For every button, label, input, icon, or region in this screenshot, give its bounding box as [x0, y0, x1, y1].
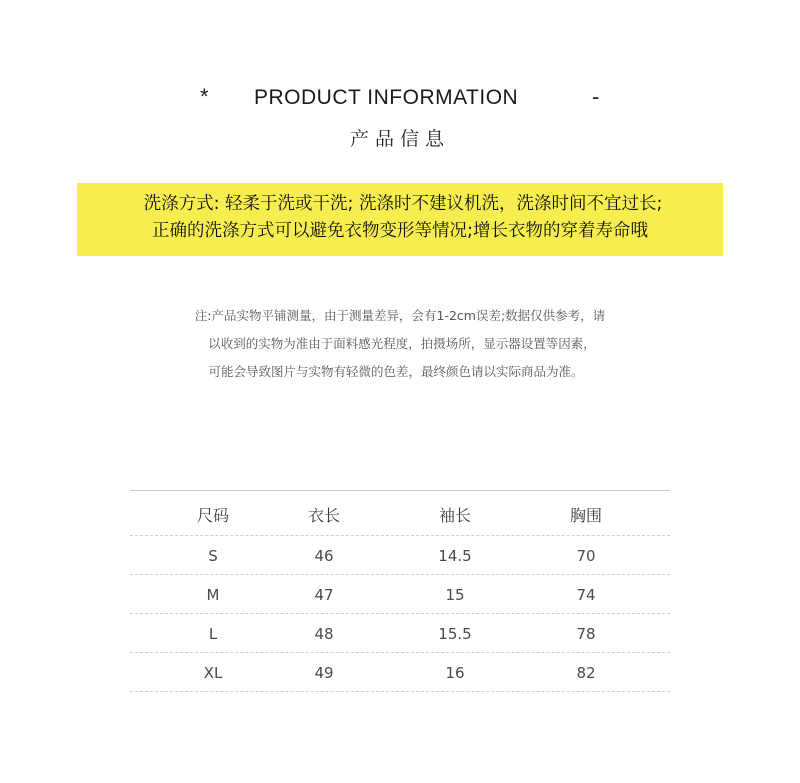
- cell-sleeve: 16: [445, 664, 465, 682]
- note-line-2: 以收到的实物为准由于面料感光程度，拍摄场所，显示器设置等因素，: [208, 336, 596, 351]
- cell-size: M: [206, 586, 220, 604]
- section-header: [0, 84, 800, 116]
- care-instructions-box: [77, 183, 723, 256]
- cell-sleeve: 14.5: [438, 547, 472, 565]
- note-line-1: 注:产品实物平铺测量，由于测量差异，会有1-2cm误差;数据仅供参考，请: [194, 308, 606, 323]
- header-size: 尺码: [196, 506, 229, 525]
- care-line-1: 洗涤方式: 轻柔于洗或干洗; 洗涤时不建议机洗，洗涤时间不宜过长;: [143, 194, 663, 214]
- header-length: 衣长: [307, 506, 340, 525]
- star-decoration: *: [200, 84, 209, 109]
- table-row: [130, 575, 670, 614]
- cell-sleeve: 15: [445, 586, 465, 604]
- cell-size: S: [208, 547, 218, 565]
- size-table: [130, 490, 670, 692]
- cell-chest: 74: [576, 586, 596, 604]
- cell-length: 49: [314, 664, 334, 682]
- header-chest: 胸围: [569, 506, 602, 525]
- cell-chest: 78: [576, 625, 596, 643]
- cell-size: XL: [203, 664, 223, 682]
- header-sleeve: 袖长: [438, 506, 471, 525]
- cell-length: 46: [314, 547, 334, 565]
- table-row: [130, 614, 670, 653]
- table-row: [130, 536, 670, 575]
- note-line-3: 可能会导致图片与实物有轻微的色差，最终颜色请以实际商品为准。: [208, 364, 584, 379]
- dash-decoration: -: [592, 84, 600, 109]
- page-title-en: PRODUCT INFORMATION: [254, 86, 519, 109]
- table-header-row: [130, 491, 670, 536]
- cell-size: L: [208, 625, 218, 643]
- cell-chest: 82: [576, 664, 596, 682]
- cell-length: 48: [314, 625, 334, 643]
- table-row: [130, 653, 670, 692]
- care-line-2: 正确的洗涤方式可以避免衣物变形等情况;增长衣物的穿着寿命哦: [152, 221, 648, 241]
- cell-length: 47: [314, 586, 334, 604]
- page-title-cn: 产品信息: [349, 128, 450, 150]
- cell-sleeve: 15.5: [438, 625, 472, 643]
- measurement-notes: [0, 302, 800, 386]
- cell-chest: 70: [576, 547, 596, 565]
